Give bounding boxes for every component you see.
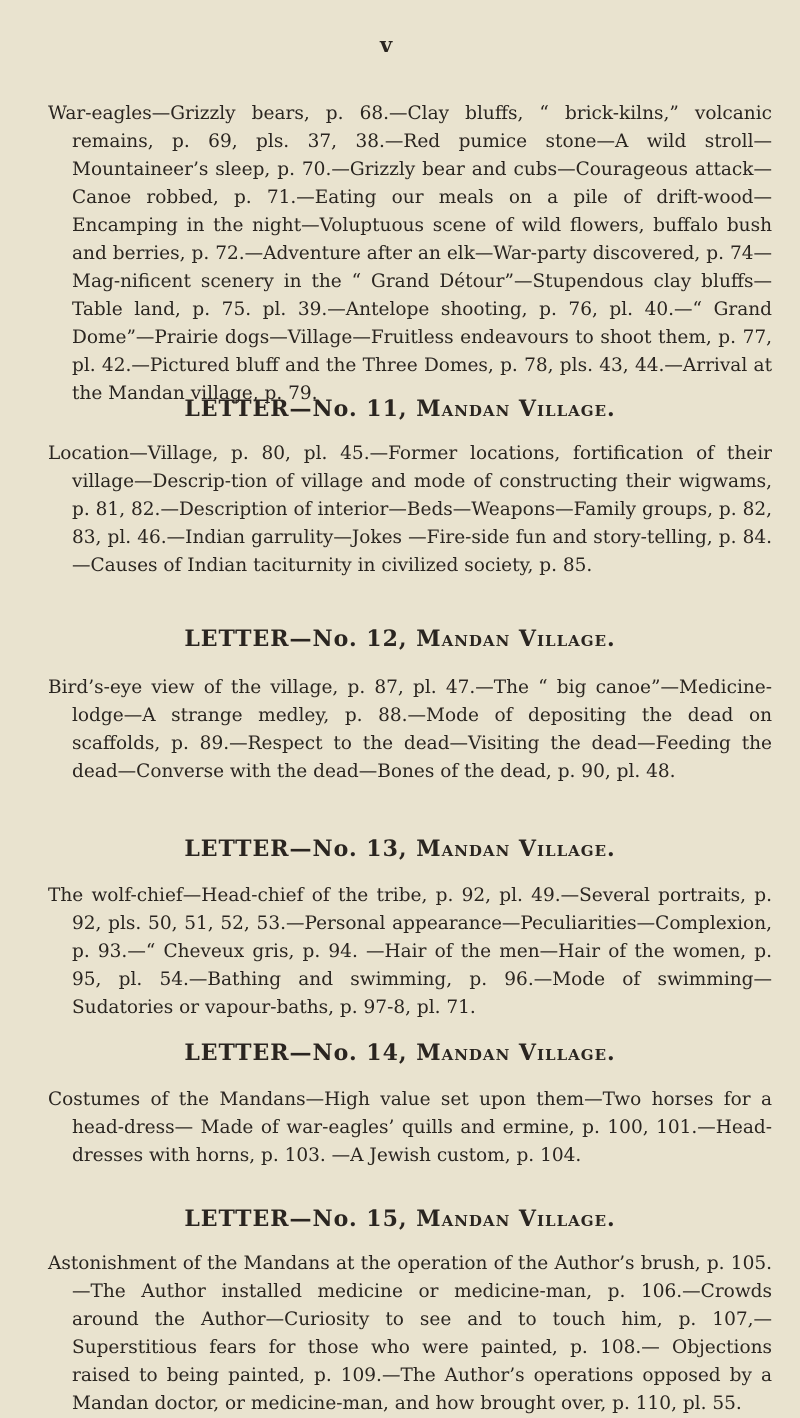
section-heading-13: [0, 836, 800, 862]
intro-paragraph: War-eagles—Grizzly bears, p. 68.—Clay bluffs, “ brick-kilns,” volcanic remains, p. 69, pls. 37, 38.—Red pumice stone—A wild stroll—Mountaineer’s sleep, p. 70.—Grizzly bear and cubs—Courageous attack—Canoe robbed, p. 71.—Eating our meals on a pile of drift-wood—Encamping in the night—Voluptuous scene of wild flowers, buffalo bush and berries, p. 72.—Adventure after an elk—War-party discovered, p. 74—Mag-nificent scenery in the “ Grand Détour”—Stupendous clay bluffs—Table land, p. 75. pl. 39.—Antelope shooting, p. 76, pl. 40.—“ Grand Dome”—Prairie dogs—Village—Fruitless endeavours to shoot them, p. 77, pl. 42.—Pictured bluff and the Three Domes, p. 78, pls. 43, 44.—Arrival at the Mandan village, p. 79.: [48, 103, 772, 404]
section-heading-11: [0, 396, 800, 422]
section-body-11: [48, 440, 772, 580]
heading-prefix: LETTER—No. 12,: [184, 626, 417, 652]
section-paragraph: Bird’s-eye view of the village, p. 87, pl. 47.—The “ big canoe”—Medicine-lodge—A strange medley, p. 88.—Mode of depositing the dead on scaffolds, p. 89.—Respect to the dead—Visiting the dead—Feeding the dead—Converse with the dead—Bones of the dead, p. 90, pl. 48.: [48, 677, 772, 782]
heading-village: Mandan Village.: [416, 1206, 616, 1232]
section-body-12: [48, 674, 772, 786]
heading-prefix: LETTER—No. 11,: [184, 396, 417, 422]
heading-village: Mandan Village.: [416, 1040, 616, 1066]
section-paragraph: Costumes of the Mandans—High value set upon them—Two horses for a head-dress— Made of war-eagles’ quills and ermine, p. 100, 101.—Head-dresses with horns, p. 103. —A Jewish custom, p. 104.: [48, 1089, 772, 1166]
heading-prefix: LETTER—No. 15,: [184, 1206, 417, 1232]
heading-village: Mandan Village.: [416, 626, 616, 652]
section-body-14: [48, 1086, 772, 1170]
heading-village: Mandan Village.: [416, 836, 616, 862]
heading-village: Mandan Village.: [416, 396, 616, 422]
section-paragraph: Astonishment of the Mandans at the operation of the Author’s brush, p. 105.—The Author installed medicine or medicine-man, p. 106.—Crowds around the Author—Curiosity to see and to touch him, p. 107,—Superstitious fears for those who were painted, p. 108.— Objections raised to being painted, p. 109.—The Author’s operations opposed by a Mandan doctor, or medicine-man, and how brought over, p. 110, pl. 55.: [48, 1253, 772, 1414]
section-heading-12: [0, 626, 800, 652]
heading-prefix: LETTER—No. 13,: [184, 836, 417, 862]
heading-prefix: LETTER—No. 14,: [184, 1040, 417, 1066]
section-paragraph: Location—Village, p. 80, pl. 45.—Former locations, fortification of their village—Descrip-tion of village and mode of constructing their wigwams, p. 81, 82.—Description of interior—Beds—Weapons—Family groups, p. 82, 83, pl. 46.—Indian garrulity—Jokes —Fire-side fun and story-telling, p. 84.—Causes of Indian taciturnity in civilized society, p. 85.: [48, 443, 772, 576]
section-body-13: [48, 882, 772, 1022]
page-folio: v: [380, 32, 393, 57]
section-heading-14: [0, 1040, 800, 1066]
section-paragraph: The wolf-chief—Head-chief of the tribe, p. 92, pl. 49.—Several portraits, p. 92, pls. 50, 51, 52, 53.—Personal appearance—Peculiarities—Complexion, p. 93.—“ Cheveux gris, p. 94. —Hair of the men—Hair of the women, p. 95, pl. 54.—Bathing and swimming, p. 96.—Mode of swimming—Sudatories or vapour-baths, p. 97-8, pl. 71.: [48, 885, 772, 1018]
section-heading-15: [0, 1206, 800, 1232]
section-body-15: [48, 1250, 772, 1418]
